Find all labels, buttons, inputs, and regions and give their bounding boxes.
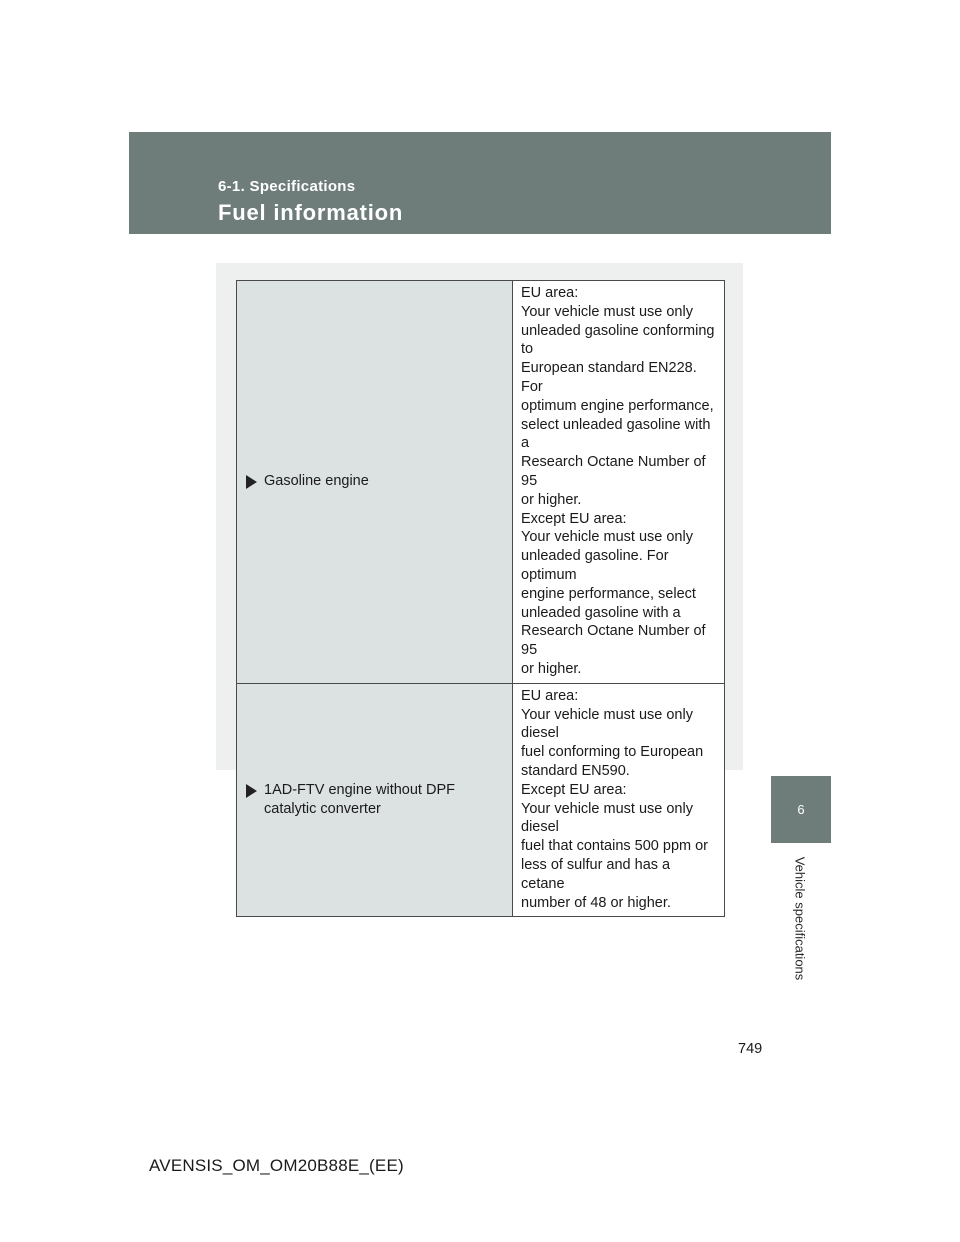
page-title: Fuel information — [218, 200, 404, 225]
text-line: select unleaded gasoline with a — [521, 416, 711, 452]
text-line: optimum engine performance, — [521, 397, 714, 414]
text-line: Except EU area: — [521, 781, 627, 798]
text-line: unleaded gasoline conforming to — [521, 322, 715, 358]
text-line: EU area: — [521, 285, 579, 301]
text-line: unleaded gasoline. For optimum — [521, 548, 669, 583]
chapter-label: Vehicle specifications — [792, 856, 808, 980]
table-row — [237, 281, 725, 684]
text-line: fuel conforming to European — [521, 744, 704, 761]
text-line: Research Octane Number of 95 — [521, 623, 706, 659]
fuel-requirement-cell — [513, 281, 725, 684]
text-line: Your vehicle must use only diesel — [521, 706, 693, 742]
fuel-table — [236, 280, 725, 917]
fuel-requirement-cell — [513, 683, 725, 917]
text-line: fuel that contains 500 ppm or — [521, 838, 709, 855]
text-line: EU area: — [521, 687, 579, 704]
text-line: Your vehicle must use only — [521, 529, 693, 546]
page-header — [129, 132, 831, 234]
engine-type-cell — [237, 281, 513, 684]
engine-type-label: Gasoline engine — [264, 473, 369, 490]
triangle-right-icon — [246, 475, 257, 489]
document-code: AVENSIS_OM_OM20B88E_(EE) — [149, 1156, 404, 1175]
text-line: or higher. — [521, 660, 582, 677]
chapter-number: 6 — [797, 802, 805, 817]
text-line: Except EU area: — [521, 510, 627, 527]
page-number: 749 — [738, 1041, 763, 1057]
engine-type-cell — [237, 683, 513, 917]
fuel-info-panel — [216, 263, 743, 911]
chapter-label-container — [788, 848, 812, 988]
triangle-right-icon — [246, 784, 257, 798]
chapter-tab — [771, 776, 831, 843]
text-line: Research Octane Number of 95 — [521, 454, 706, 489]
text-line: unleaded gasoline with a — [521, 604, 681, 621]
engine-type-label: 1AD-FTV engine without DPF catalytic converter — [264, 782, 455, 818]
text-line: number of 48 or higher. — [521, 894, 671, 911]
text-line: Your vehicle must use only — [521, 303, 693, 320]
text-line: or higher. — [521, 491, 582, 508]
text-line: engine performance, select — [521, 585, 696, 602]
table-row — [237, 683, 725, 917]
text-line: European standard EN228. For — [521, 360, 697, 395]
section-label: 6-1. Specifications — [218, 178, 356, 195]
text-line: less of sulfur and has a cetane — [521, 856, 671, 892]
text-line: standard EN590. — [521, 762, 630, 779]
text-line: Your vehicle must use only diesel — [521, 800, 693, 836]
